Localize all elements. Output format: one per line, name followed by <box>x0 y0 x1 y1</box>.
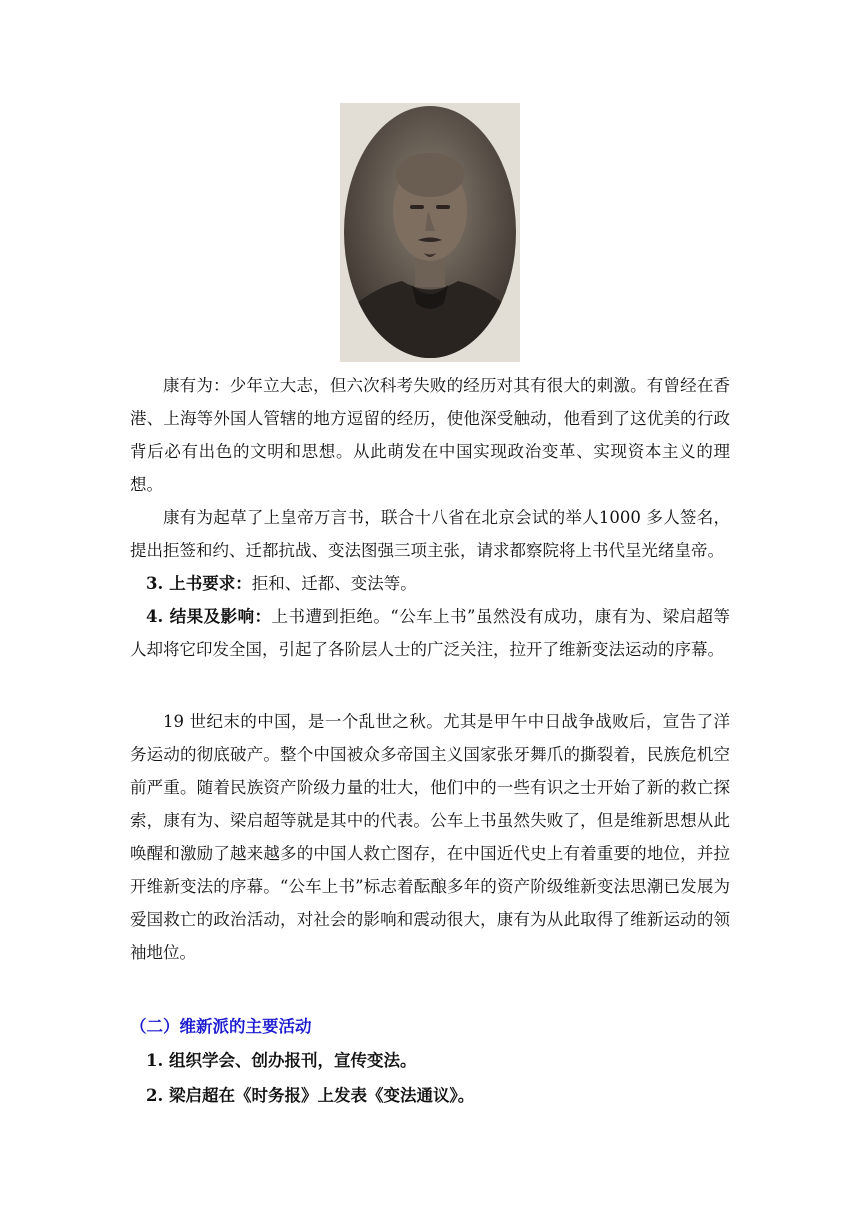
portrait-image <box>340 103 520 362</box>
item-4-label: 结果及影响： <box>169 607 272 626</box>
section-heading: （二）维新派的主要活动 <box>130 1017 312 1036</box>
item-4-text: 上书遭到拒绝。“公车上书”虽然没有成功，康有为、梁启超等人却将它印发全国，引起了各阶层人士的广泛关注，拉开了维新变法运动的序幕。 <box>130 607 731 659</box>
paragraph-late-19th-century: 19 世纪末的中国，是一个乱世之秋。尤其是甲午中日战争战败后，宣告了洋务运动的彻底破产。整个中国被众多帝国主义国家张牙舞爪的撕裂着，民族危机空前严重。随着民族资产阶级力量的壮大，他们中的一些有识之士开始了新的救亡探索，康有为、梁启超等就是其中的代表。公车上书虽然失败了，但是维新思想从此唤醒和激励了越来越多的中国人救亡图存，在中国近代史上有着重要的地位，并拉开维新变法的序幕。“公车上书”标志着酝酿多年的资产阶级维新变法思潮已发展为爱国救亡的政治活动，对社会的影响和震动很大，康有为从此取得了维新运动的领袖地位。 <box>130 712 730 962</box>
paragraph-petition: 康有为起草了上皇帝万言书，联合十八省在北京会试的举人1000 多人签名，提出拒签和约、迁都抗战、变法图强三项主张，请求都察院将上书代呈光绪皇帝。 <box>130 508 730 560</box>
item-3-number: 3. <box>146 574 164 593</box>
portrait-photo <box>340 103 520 362</box>
list-item-4 <box>130 600 730 666</box>
paragraph-kang-youwei-bio: 康有为：少年立大志，但六次科考失败的经历对其有很大的刺激。有曾经在香港、上海等外国人管辖的地方逗留的经历，使他深受触动，他看到了这优美的行政背后必有出色的文明和思想。从此萌发在中国实现政治变革、实现资本主义的理想。 <box>130 376 730 494</box>
section-point-2: 2. 梁启超在《时务报》上发表《变法通议》。 <box>146 1086 475 1105</box>
item-3-text: 拒和、迁都、变法等。 <box>251 574 417 593</box>
list-item-3 <box>146 567 730 600</box>
item-4-number: 4. <box>146 607 164 626</box>
section-point-1: 1. 组织学会、创办报刊，宣传变法。 <box>146 1051 417 1070</box>
item-3-label: 上书要求： <box>169 574 252 593</box>
